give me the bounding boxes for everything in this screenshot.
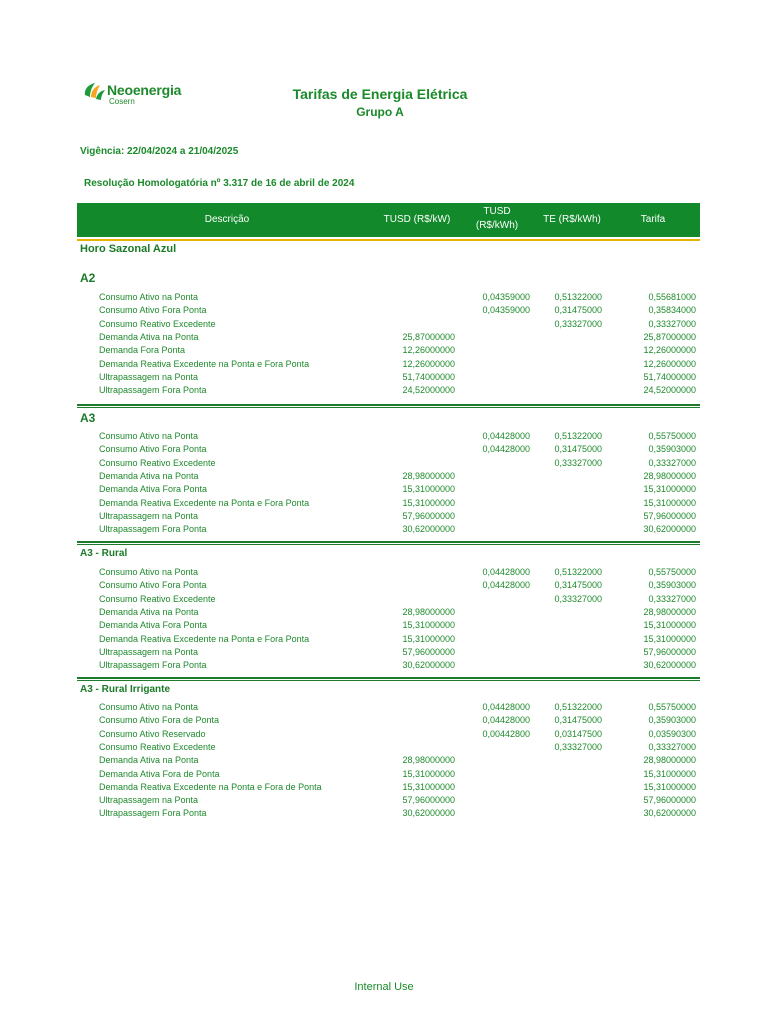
row-tarifa: 0,35903000: [648, 444, 696, 455]
row-tarifa: 0,33327000: [648, 457, 696, 468]
header-descricao: Descrição: [204, 214, 250, 225]
row-descricao: Ultrapassagem Fora Ponta: [99, 660, 207, 671]
row-tusd-kw: 57,96000000: [402, 795, 455, 806]
row-tusd-kwh: 0,04359000: [482, 305, 530, 316]
row-tusd-kwh: 0,04428000: [482, 715, 530, 726]
row-tarifa: 0,35903000: [648, 580, 696, 591]
page-title: Tarifas de Energia Elétrica: [292, 86, 468, 102]
table-row: [0, 384, 768, 397]
row-tusd-kw: 12,26000000: [402, 358, 455, 369]
table-row: [0, 741, 768, 754]
row-tusd-kw: 25,87000000: [402, 331, 455, 342]
table-row: [0, 371, 768, 384]
row-tarifa: 28,98000000: [643, 606, 696, 617]
row-tarifa: 51,74000000: [643, 371, 696, 382]
header-tusd-kwh-line1: TUSD: [483, 206, 511, 217]
row-tusd-kw: 15,31000000: [402, 633, 455, 644]
row-tusd-kw: 28,98000000: [402, 755, 455, 766]
row-tusd-kwh: 0,04428000: [482, 431, 530, 441]
header-rule: [77, 239, 700, 241]
logo-subname: Cosern: [109, 97, 135, 106]
row-tarifa: 0,55681000: [648, 292, 696, 302]
row-descricao: Demanda Ativa na Ponta: [99, 755, 199, 766]
row-tusd-kwh: 0,04428000: [482, 580, 530, 591]
row-tarifa: 0,33327000: [648, 741, 696, 752]
table-row: [0, 304, 768, 317]
header-tusd-kwh-line2: (R$/kWh): [475, 220, 519, 231]
row-tarifa: 0,03590300: [648, 728, 696, 739]
table-header: [77, 203, 700, 237]
row-tarifa: 15,31000000: [643, 633, 696, 644]
row-tusd-kw: 57,96000000: [402, 510, 455, 521]
row-te: 0,51322000: [554, 702, 602, 712]
table-row: [0, 794, 768, 807]
row-te: 0,31475000: [554, 580, 602, 591]
row-tarifa: 0,55750000: [648, 431, 696, 441]
row-tusd-kw: 28,98000000: [402, 606, 455, 617]
row-tarifa: 15,31000000: [643, 497, 696, 508]
table-row: [0, 523, 768, 536]
row-tusd-kw: 28,98000000: [402, 470, 455, 481]
row-tusd-kw: 30,62000000: [402, 808, 455, 819]
row-descricao: Demanda Ativa na Ponta: [99, 470, 199, 481]
table-row: [0, 331, 768, 344]
table-row: [0, 483, 768, 496]
row-descricao: Demanda Ativa Fora de Ponta: [99, 768, 220, 779]
leaf-icon: [82, 81, 106, 103]
logo-name: Neoenergia: [107, 82, 182, 98]
row-tusd-kwh: 0,04428000: [482, 567, 530, 577]
row-descricao: Demanda Ativa na Ponta: [99, 606, 199, 617]
row-te: 0,33327000: [554, 457, 602, 468]
table-row: [0, 470, 768, 483]
table-row: [0, 593, 768, 606]
section-title: A2: [80, 271, 96, 285]
row-te: 0,51322000: [554, 567, 602, 577]
row-te: 0,03147500: [554, 728, 602, 739]
row-tarifa: 12,26000000: [643, 345, 696, 356]
section-separator: [77, 404, 700, 408]
row-te: 0,31475000: [554, 715, 602, 726]
modality-title: Horo Sazonal Azul: [80, 243, 177, 255]
row-descricao: Ultrapassagem na Ponta: [99, 795, 199, 806]
row-tarifa: 0,33327000: [648, 318, 696, 329]
row-descricao: Consumo Ativo Fora Ponta: [99, 580, 207, 591]
section-title: A3 - Rural Irrigante: [80, 684, 171, 695]
row-tarifa: 0,35834000: [648, 305, 696, 316]
table-row: [0, 633, 768, 646]
row-tusd-kwh: 0,04359000: [482, 292, 530, 302]
row-descricao: Demanda Ativa na Ponta: [99, 331, 199, 342]
row-tusd-kw: 12,26000000: [402, 345, 455, 356]
row-tarifa: 28,98000000: [643, 470, 696, 481]
row-descricao: Ultrapassagem Fora Ponta: [99, 385, 207, 396]
row-tarifa: 12,26000000: [643, 358, 696, 369]
row-te: 0,51322000: [554, 292, 602, 302]
row-descricao: Ultrapassagem Fora Ponta: [99, 524, 207, 535]
header-te: TE (R$/kWh): [543, 214, 601, 225]
row-tarifa: 0,35903000: [648, 715, 696, 726]
row-descricao: Consumo Reativo Excedente: [99, 593, 216, 604]
page-subtitle: Grupo A: [356, 105, 404, 119]
table-row: [0, 358, 768, 371]
row-tarifa: 15,31000000: [643, 781, 696, 792]
row-tarifa: 15,31000000: [643, 620, 696, 631]
row-descricao: Consumo Ativo Fora Ponta: [99, 305, 207, 316]
table-row: [0, 606, 768, 619]
row-descricao: Demanda Ativa Fora Ponta: [99, 484, 208, 495]
row-tarifa: 25,87000000: [643, 331, 696, 342]
row-tarifa: 57,96000000: [643, 795, 696, 806]
row-tarifa: 57,96000000: [643, 510, 696, 521]
row-te: 0,33327000: [554, 318, 602, 329]
row-tusd-kw: 51,74000000: [402, 371, 455, 382]
row-tarifa: 30,62000000: [643, 524, 696, 535]
row-te: 0,33327000: [554, 593, 602, 604]
footer-label: Internal Use: [354, 981, 414, 993]
row-descricao: Consumo Ativo Reservado: [99, 728, 206, 739]
row-descricao: Ultrapassagem na Ponta: [99, 371, 199, 382]
validity-period: Vigência: 22/04/2024 a 21/04/2025: [80, 146, 239, 157]
row-tarifa: 15,31000000: [643, 484, 696, 495]
table-row: [0, 714, 768, 727]
row-descricao: Demanda Reativa Excedente na Ponta e Fora Ponta: [99, 633, 310, 644]
table-row: [0, 291, 768, 304]
section-title: A3 - Rural: [80, 548, 128, 559]
row-descricao: Consumo Reativo Excedente: [99, 741, 216, 752]
row-tarifa: 57,96000000: [643, 646, 696, 657]
row-tusd-kw: 15,31000000: [402, 781, 455, 792]
row-tusd-kw: 30,62000000: [402, 524, 455, 535]
section-separator: [77, 541, 700, 545]
row-descricao: Consumo Ativo na Ponta: [99, 292, 199, 302]
company-logo: [82, 80, 192, 110]
row-tarifa: 24,52000000: [643, 385, 696, 396]
row-tusd-kwh: 0,04428000: [482, 702, 530, 712]
table-row: [0, 457, 768, 470]
row-descricao: Ultrapassagem na Ponta: [99, 510, 199, 521]
row-tusd-kw: 57,96000000: [402, 646, 455, 657]
row-te: 0,31475000: [554, 444, 602, 455]
row-tusd-kw: 15,31000000: [402, 484, 455, 495]
row-descricao: Consumo Ativo na Ponta: [99, 431, 199, 441]
row-descricao: Demanda Reativa Excedente na Ponta e Fora Ponta: [99, 358, 310, 369]
section-separator: [77, 677, 700, 681]
table-row: [0, 344, 768, 357]
row-tarifa: 0,33327000: [648, 593, 696, 604]
row-tarifa: 0,55750000: [648, 567, 696, 577]
table-row: [0, 728, 768, 741]
table-row: [0, 566, 768, 579]
row-te: 0,33327000: [554, 741, 602, 752]
table-row: [0, 701, 768, 714]
table-row: [0, 659, 768, 672]
table-row: [0, 646, 768, 659]
table-row: [0, 781, 768, 794]
table-row: [0, 807, 768, 820]
table-row: [0, 579, 768, 592]
row-descricao: Demanda Reativa Excedente na Ponta e Fora de Ponta: [99, 781, 322, 792]
row-descricao: Ultrapassagem na Ponta: [99, 646, 199, 657]
table-row: [0, 443, 768, 456]
row-tusd-kw: 30,62000000: [402, 660, 455, 671]
row-descricao: Consumo Ativo Fora Ponta: [99, 444, 207, 455]
row-tusd-kw: 15,31000000: [402, 497, 455, 508]
row-tusd-kw: 24,52000000: [402, 385, 455, 396]
header-tarifa: Tarifa: [640, 214, 666, 225]
row-descricao: Demanda Reativa Excedente na Ponta e Fora Ponta: [99, 497, 310, 508]
table-row: [0, 497, 768, 510]
row-descricao: Ultrapassagem Fora Ponta: [99, 808, 207, 819]
row-tarifa: 28,98000000: [643, 755, 696, 766]
row-tarifa: 30,62000000: [643, 660, 696, 671]
row-te: 0,31475000: [554, 305, 602, 316]
row-tusd-kwh: 0,04428000: [482, 444, 530, 455]
row-te: 0,51322000: [554, 431, 602, 441]
table-row: [0, 318, 768, 331]
row-tusd-kw: 15,31000000: [402, 768, 455, 779]
row-descricao: Demanda Ativa Fora Ponta: [99, 620, 208, 631]
section-title: A3: [80, 411, 96, 425]
table-row: [0, 754, 768, 767]
row-descricao: Consumo Reativo Excedente: [99, 318, 216, 329]
table-row: [0, 768, 768, 781]
row-descricao: Consumo Reativo Excedente: [99, 457, 216, 468]
row-descricao: Consumo Ativo na Ponta: [99, 702, 199, 712]
table-row: [0, 619, 768, 632]
row-tarifa: 0,55750000: [648, 702, 696, 712]
row-tarifa: 30,62000000: [643, 808, 696, 819]
resolution-reference: Resolução Homologatória nº 3.317 de 16 de abril de 2024: [84, 178, 355, 189]
table-row: [0, 510, 768, 523]
table-row: [0, 430, 768, 443]
row-tusd-kw: 15,31000000: [402, 620, 455, 631]
row-descricao: Consumo Ativo na Ponta: [99, 567, 199, 577]
row-tusd-kwh: 0,00442800: [482, 728, 530, 739]
header-tusd-kw: TUSD (R$/kW): [383, 214, 451, 225]
row-tarifa: 15,31000000: [643, 768, 696, 779]
row-descricao: Consumo Ativo Fora de Ponta: [99, 715, 220, 726]
row-descricao: Demanda Fora Ponta: [99, 345, 186, 356]
